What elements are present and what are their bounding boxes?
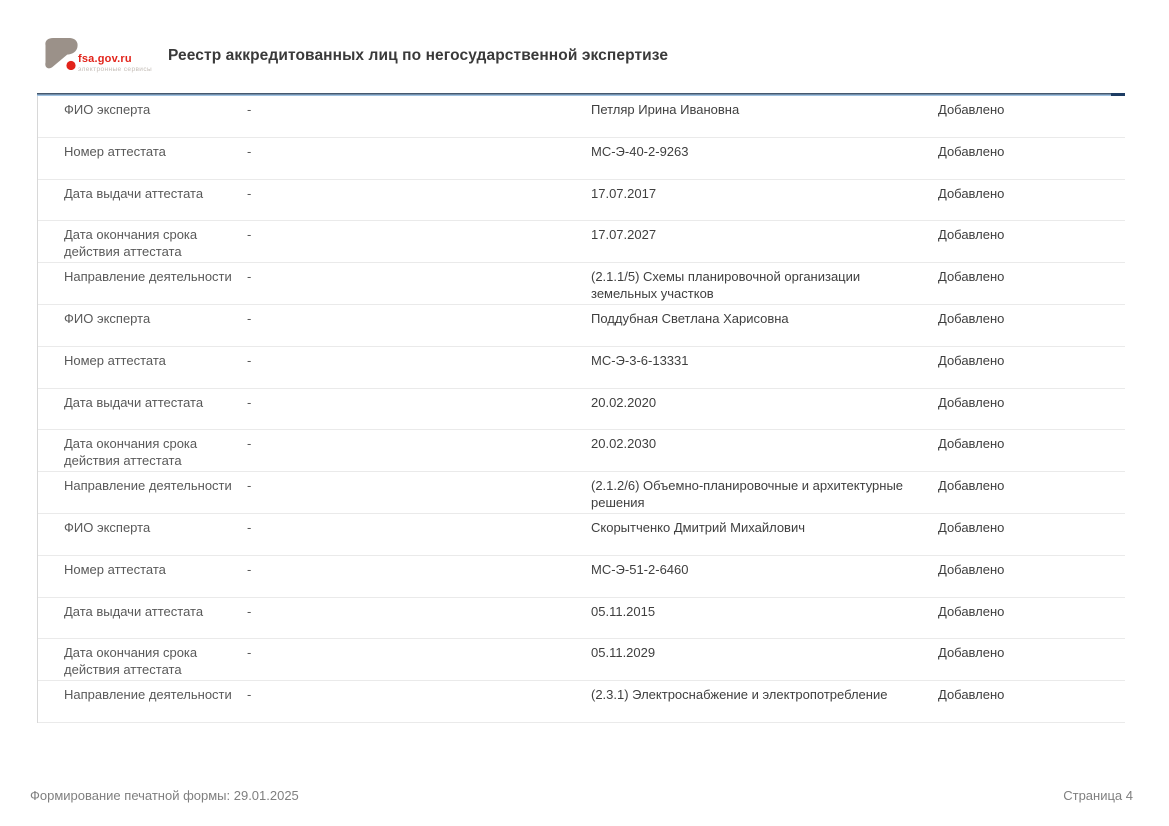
field-value: МС-Э-51-2-6460	[591, 561, 689, 577]
field-label: Направление деятельности	[64, 687, 232, 703]
field-dash: -	[247, 269, 252, 285]
status-badge: Добавлено	[938, 478, 1005, 494]
fsa-logo	[40, 36, 180, 78]
table-rows	[37, 96, 1125, 723]
table-row	[38, 556, 1125, 598]
table-row	[38, 639, 1125, 681]
status-badge: Добавлено	[938, 352, 1005, 368]
fsa-logo-text	[78, 53, 152, 73]
field-dash: -	[247, 687, 252, 703]
status-badge: Добавлено	[938, 519, 1005, 535]
table-row	[38, 180, 1125, 222]
status-badge: Добавлено	[938, 436, 1005, 452]
field-dash: -	[247, 227, 252, 243]
table-row	[38, 263, 1125, 305]
table-row	[38, 138, 1125, 180]
field-dash: -	[247, 603, 252, 619]
table-row	[38, 221, 1125, 263]
field-label: ФИО эксперта	[64, 519, 151, 535]
status-badge: Добавлено	[938, 561, 1005, 577]
table-row	[38, 389, 1125, 431]
fsa-logo-tagline: электронные сервисы	[78, 66, 153, 73]
field-dash: -	[247, 645, 252, 661]
field-dash: -	[247, 310, 252, 326]
field-value: (2.1.2/6) Объемно-планировочные и архитектурные решения	[591, 478, 904, 511]
status-badge: Добавлено	[938, 102, 1005, 117]
field-label: ФИО эксперта	[64, 102, 151, 117]
field-value: Петляр Ирина Ивановна	[591, 102, 740, 117]
table-row	[38, 430, 1125, 472]
field-value: 17.07.2017	[591, 185, 657, 201]
field-dash: -	[247, 519, 252, 535]
form-generated-date: Формирование печатной формы: 29.01.2025	[30, 788, 299, 803]
field-dash: -	[247, 185, 252, 201]
status-badge: Добавлено	[938, 143, 1005, 159]
field-value: МС-Э-40-2-9263	[591, 143, 689, 159]
field-label: Номер аттестата	[64, 143, 166, 159]
status-badge: Добавлено	[938, 227, 1005, 243]
field-value: МС-Э-3-6-13331	[591, 352, 689, 368]
field-label: Направление деятельности	[64, 478, 232, 494]
status-badge: Добавлено	[938, 185, 1005, 201]
field-value: 20.02.2020	[591, 394, 657, 410]
fsa-logo-domain: fsa.gov.ru	[78, 53, 132, 65]
page-number: Страница 4	[1063, 788, 1133, 803]
field-value: 05.11.2015	[591, 603, 656, 619]
field-label: Дата окончания срока действия аттестата	[64, 645, 198, 678]
status-badge: Добавлено	[938, 645, 1005, 661]
field-label: Дата выдачи аттестата	[64, 603, 204, 619]
table-row	[38, 472, 1125, 514]
field-dash: -	[247, 478, 252, 494]
status-badge: Добавлено	[938, 269, 1005, 285]
table-row	[38, 514, 1125, 556]
table-row	[38, 305, 1125, 347]
field-value: Поддубная Светлана Харисовна	[591, 310, 789, 326]
field-dash: -	[247, 143, 252, 159]
field-dash: -	[247, 436, 252, 452]
table-row	[38, 681, 1125, 723]
field-label: Дата окончания срока действия аттестата	[64, 436, 198, 469]
field-dash: -	[247, 102, 252, 117]
field-label: Дата выдачи аттестата	[64, 185, 204, 201]
page-title: Реестр аккредитованных лиц по негосударственной экспертизе	[168, 47, 669, 64]
table-row	[38, 347, 1125, 389]
field-label: Номер аттестата	[64, 561, 166, 577]
table-row	[38, 598, 1125, 640]
fsa-logo-mark-icon	[40, 36, 80, 75]
status-badge: Добавлено	[938, 603, 1005, 619]
table-row	[38, 96, 1125, 138]
field-value: 20.02.2030	[591, 436, 657, 452]
field-value: 17.07.2027	[591, 227, 657, 243]
field-value: 05.11.2029	[591, 645, 656, 661]
field-value: (2.3.1) Электроснабжение и электропотребление	[591, 687, 888, 703]
field-dash: -	[247, 352, 252, 368]
status-badge: Добавлено	[938, 310, 1005, 326]
field-label: Номер аттестата	[64, 352, 166, 368]
table-top-border	[37, 93, 1125, 96]
field-dash: -	[247, 394, 252, 410]
field-label: Дата окончания срока действия аттестата	[64, 227, 198, 260]
field-value: Скорытченко Дмитрий Михайлович	[591, 519, 805, 535]
status-badge: Добавлено	[938, 394, 1005, 410]
field-value: (2.1.1/5) Схемы планировочной организации земельных участков	[591, 269, 861, 302]
field-dash: -	[247, 561, 252, 577]
registry-table	[37, 93, 1125, 723]
field-label: Дата выдачи аттестата	[64, 394, 204, 410]
status-badge: Добавлено	[938, 687, 1005, 703]
field-label: Направление деятельности	[64, 269, 232, 285]
field-label: ФИО эксперта	[64, 310, 151, 326]
